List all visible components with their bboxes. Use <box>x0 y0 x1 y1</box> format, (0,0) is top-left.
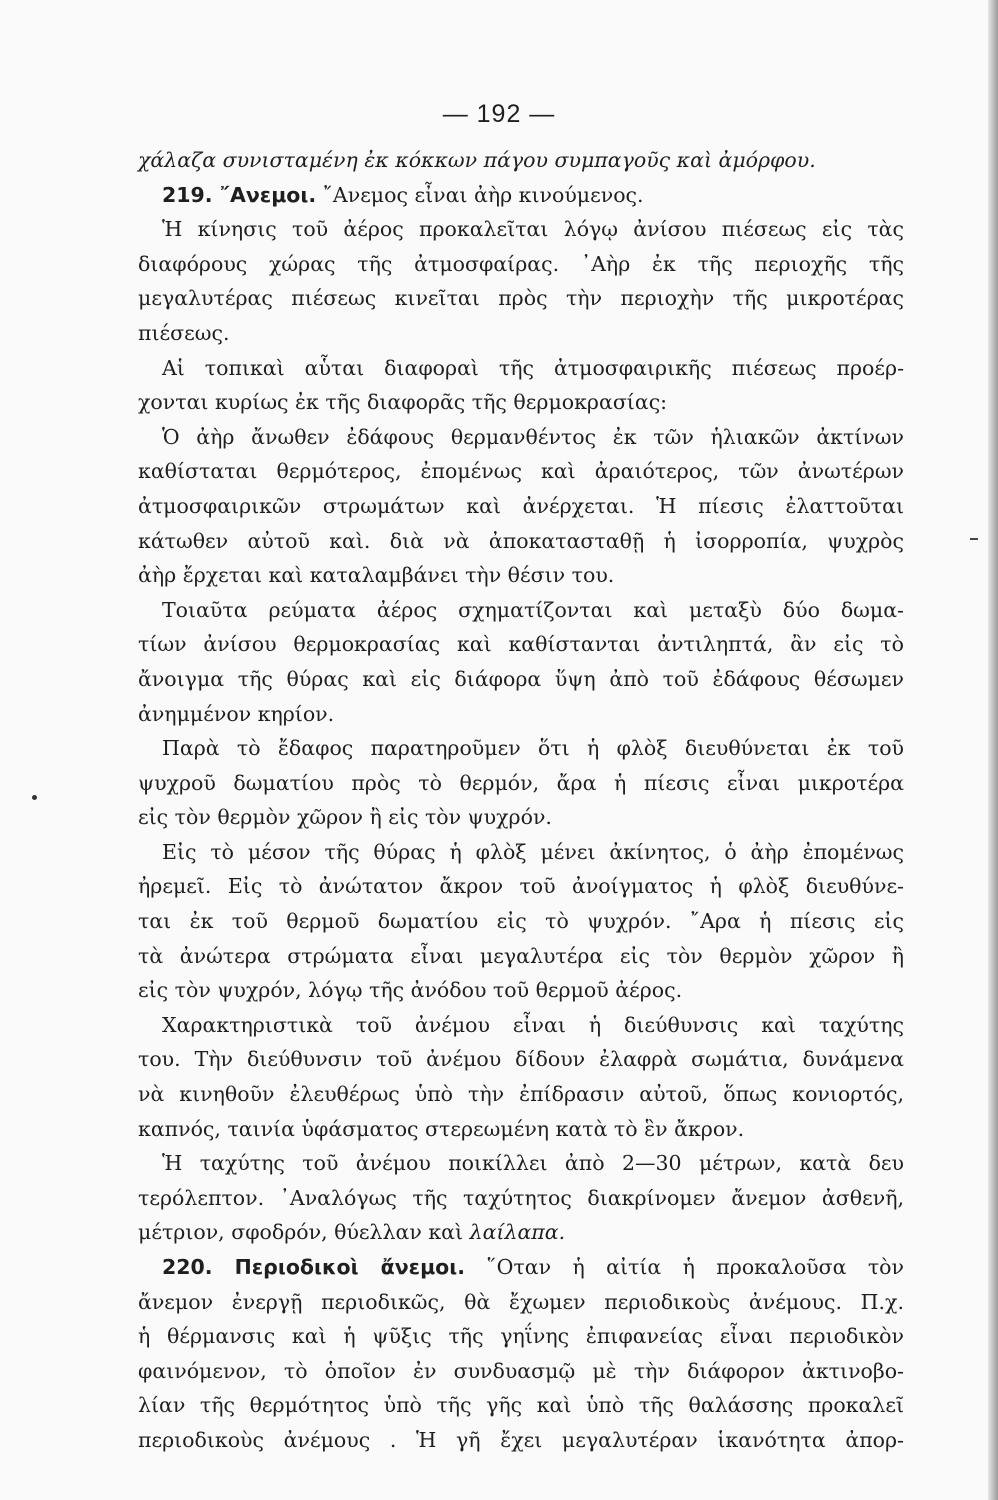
text-run: ἠρεμεῖ. Εἰς τὸ ἀνώτατον ἄκρον τοῦ ἀνοίγματος ἡ φλὸξ διευθύνε- <box>138 874 904 899</box>
text-run: μεγαλυτέρας πιέσεως κινεῖται πρὸς τὴν περιοχὴν τῆς μικροτέρας <box>138 286 904 311</box>
margin-mark <box>32 795 37 800</box>
text-run: λαίλαπα. <box>469 1220 566 1245</box>
text-line <box>138 212 904 247</box>
text-run: Εἰς τὸ μέσον τῆς θύρας ἡ φλὸξ μένει ἀκίνητος, ὁ ἀὴρ ἐπομένως <box>162 839 904 864</box>
text-line <box>138 904 904 939</box>
text-run: Ἡ κίνησις τοῦ ἀέρος προκαλεῖται λόγῳ ἀνίσου πιέσεως εἰς τὰς <box>162 217 904 242</box>
text-line <box>138 1181 904 1216</box>
text-line <box>138 869 904 904</box>
text-run: Ἡ ταχύτης τοῦ ἀνέμου ποικίλλει ἀπὸ 2—30 μέτρων, κατὰ δευ <box>162 1151 904 1176</box>
text-line <box>138 766 904 801</box>
text-run: διαφόρους χώρας τῆς ἀτμοσφαίρας. ᾿Αὴρ ἐκ τῆς περιοχῆς τῆς <box>138 251 904 276</box>
text-run: χονται κυρίως ἐκ τῆς διαφορᾶς τῆς θερμοκρασίας: <box>138 390 668 415</box>
text-run: ἀνημμένον κηρίον. <box>138 701 335 726</box>
text-line <box>138 178 904 213</box>
text-line <box>138 316 904 351</box>
text-run: Αἱ τοπικαὶ αὗται διαφοραὶ τῆς ἀτμοσφαιρικῆς πιέσεως προέρ- <box>162 355 904 380</box>
text-run: λίαν τῆς θερμότητος ὑπὸ τῆς γῆς καὶ ὑπὸ τῆς θαλάσσης προκαλεῖ <box>138 1393 904 1418</box>
text-run: ἀὴρ ἔρχεται καὶ καταλαμβάνει τὴν θέσιν του. <box>138 563 615 588</box>
text-line <box>138 385 904 420</box>
text-run: ῎Ανεμος εἶναι ἀὴρ κινούμενος. <box>316 182 644 207</box>
page-number: — 192 — <box>442 100 556 128</box>
text-run: ἄνοιγμα τῆς θύρας καὶ εἰς διάφορα ὕψη ἀπὸ τοῦ ἐδάφους θέσωμεν <box>138 666 904 691</box>
text-line <box>138 1285 904 1320</box>
text-line <box>138 593 904 628</box>
text-run: καπνός, ταινία ὑφάσματος στερεωμένη κατὰ τὸ ἓν ἄκρον. <box>138 1116 745 1141</box>
text-line <box>138 454 904 489</box>
text-run: τίων ἀνίσου θερμοκρασίας καὶ καθίστανται ἀντιληπτά, ἂν εἰς τὸ <box>138 632 904 657</box>
text-run: φαινόμενον, τὸ ὁποῖον ἐν συνδυασμῷ μὲ τὴν διάφορον ἀκτινοβο- <box>138 1358 904 1383</box>
text-line <box>138 489 904 524</box>
text-line <box>138 662 904 697</box>
text-run: ῞Οταν ἡ αἰτία ἡ προκαλοῦσα τὸν <box>465 1255 904 1279</box>
text-run: Ὁ ἀὴρ ἄνωθεν ἐδάφους θερμανθέντος ἐκ τῶν ἡλιακῶν ἀκτίνων <box>162 424 904 449</box>
text-line <box>138 1388 904 1423</box>
text-line <box>138 973 904 1008</box>
text-line <box>138 351 904 386</box>
text-line <box>138 1077 904 1112</box>
text-run: ἄνεμον ἐνεργῇ περιοδικῶς, θὰ ἔχωμεν περιοδικοὺς ἀνέμους. Π.χ. <box>138 1289 904 1314</box>
text-line <box>138 247 904 282</box>
text-run: περιοδικοὺς ἀνέμους . Ἡ γῆ ἔχει μεγαλυτέραν ἱκανότητα ἀπορ- <box>138 1427 904 1452</box>
text-line <box>138 1250 904 1285</box>
text-line <box>138 1146 904 1181</box>
text-line <box>138 1354 904 1389</box>
text-line <box>138 281 904 316</box>
text-line <box>138 420 904 455</box>
text-run: Χαρακτηριστικὰ τοῦ ἀνέμου εἶναι ἡ διεύθυνσις καὶ ταχύτης <box>162 1012 904 1037</box>
text-line <box>138 1215 904 1250</box>
text-run: του. Τὴν διεύθυνσιν τοῦ ἀνέμου δίδουν ἐλαφρὰ σωμάτια, δυνάμενα <box>138 1047 904 1072</box>
text-run: μέτριον, σφοδρόν, θύελλαν καὶ <box>138 1220 470 1245</box>
margin-dash-mark <box>970 538 978 540</box>
text-run: εἰς τὸν θερμὸν χῶρον ἢ εἰς τὸν ψυχρόν. <box>138 805 552 830</box>
page-body-text <box>138 143 904 1458</box>
text-run: εἰς τὸν ψυχρόν, λόγῳ τῆς ἀνόδου τοῦ θερμοῦ ἀέρος. <box>138 978 683 1003</box>
text-run: ἀτμοσφαιρικῶν στρωμάτων καὶ ἀνέρχεται. Ἡ πίεσις ἐλαττοῦται <box>138 493 904 518</box>
text-run: τερόλεπτον. ᾿Αναλόγως τῆς ταχύτητος διακρίνομεν ἄνεμον ἀσθενῆ, <box>138 1185 904 1210</box>
text-line <box>138 1112 904 1147</box>
text-line <box>138 835 904 870</box>
text-run: τὰ ἀνώτερα στρώματα εἶναι μεγαλυτέρα εἰς τὸν θερμὸν χῶρον ἢ <box>138 943 904 968</box>
text-run: χάλαζα συνισταμένη ἐκ κόκκων πάγου συμπαγοῦς καὶ ἀμόρφου. <box>138 148 816 172</box>
text-line <box>138 1008 904 1043</box>
text-line <box>138 697 904 732</box>
text-line <box>138 1319 904 1354</box>
text-run: ἡ θέρμανσις καὶ ἡ ψῦξις τῆς γηΐνης ἐπιφανείας εἶναι περιοδικὸν <box>138 1324 904 1349</box>
text-line <box>138 1423 904 1458</box>
text-line <box>138 731 904 766</box>
text-run: πιέσεως. <box>138 320 230 345</box>
text-run: κάτωθεν αὐτοῦ καὶ. διὰ νὰ ἀποκατασταθῇ ἡ ἰσορροπία, ψυχρὸς <box>138 528 904 553</box>
section-heading: 219. ῎Ανεμοι. <box>162 182 317 207</box>
section-heading: 220. Περιοδικοὶ ἄνεμοι. <box>162 1255 466 1279</box>
text-line <box>138 143 904 178</box>
text-run: νὰ κινηθοῦν ἐλευθέρως ὑπὸ τὴν ἐπίδρασιν αὐτοῦ, ὅπως κονιορτός, <box>138 1082 904 1107</box>
text-run: καθίσταται θερμότερος, ἐπομένως καὶ ἀραιότερος, τῶν ἀνωτέρων <box>138 459 904 484</box>
text-run: Τοιαῦτα ρεύματα ἀέρος σχηματίζονται καὶ μεταξὺ δύο δωμα- <box>162 597 904 622</box>
text-line <box>138 558 904 593</box>
text-line <box>138 524 904 559</box>
text-run: ψυχροῦ δωματίου πρὸς τὸ θερμόν, ἄρα ἡ πίεσις εἶναι μικροτέρα <box>138 770 904 795</box>
text-line <box>138 939 904 974</box>
text-run: ται ἐκ τοῦ θερμοῦ δωματίου εἰς τὸ ψυχρόν. ῎Αρα ἡ πίεσις εἰς <box>138 909 904 934</box>
text-line <box>138 1042 904 1077</box>
text-line <box>138 800 904 835</box>
text-line <box>138 627 904 662</box>
text-run: Παρὰ τὸ ἔδαφος παρατηροῦμεν ὅτι ἡ φλὸξ διευθύνεται ἐκ τοῦ <box>162 736 904 761</box>
